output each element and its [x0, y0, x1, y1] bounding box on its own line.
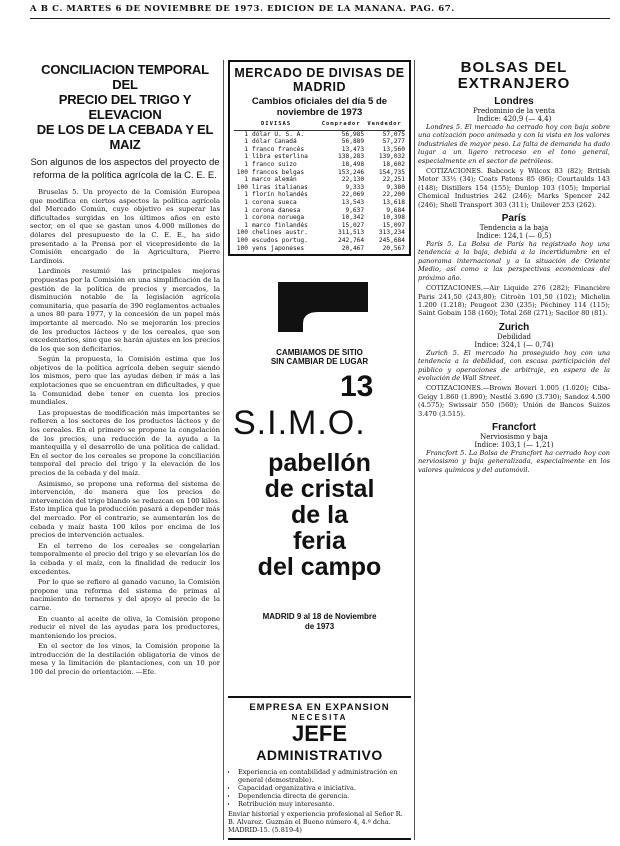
paragraph: Francfort 5. La Bolsa de Francfort ha cerrado hoy con nerviosismo y baja generalizada, especialmente en los valores químicos y del automóvil. — [418, 448, 610, 474]
table-cell: 57,075 — [382, 130, 405, 138]
table-cell: 20,467 — [341, 244, 365, 252]
paragraph: Asimismo, se propone una reforma del sistema de intervención, de manera que los precios de intervención del trigo blando se reduzcan en 100 kilos. Esto implica que la producción pasará a depender más del mercado. Por el contrario, se aumentarán los de cebada y maíz hasta 100 kilos por encima de los precios de intervención actuales. — [30, 479, 220, 540]
table-row — [234, 153, 405, 161]
table-cell: 18,602 — [382, 160, 405, 168]
table-cell: 311,513 — [338, 229, 365, 237]
table-row — [234, 207, 405, 215]
table-cell: 9,380 — [386, 183, 405, 191]
table-cell: 1 — [244, 206, 248, 214]
table-row — [234, 161, 405, 169]
table-cell: 9,637 — [345, 206, 365, 214]
table-cell: dólar U. S. A. — [251, 130, 305, 138]
market-section — [418, 213, 610, 318]
table-cell: franco francés — [251, 145, 305, 153]
paragraph: Por lo que se refiere al ganado vacuno, la Comisión propone una reforma del sistema de primas al nacimiento de terneros y del apoyo al precio de la carne. — [30, 578, 220, 612]
table-cell: francos belgas — [251, 168, 305, 176]
table-cell: marco finlandés — [251, 221, 308, 229]
table-cell: 1 — [244, 198, 248, 206]
table-cell: 100 — [236, 229, 248, 237]
simo-logo-icon — [258, 272, 383, 352]
table-cell: 22,069 — [341, 191, 365, 199]
col-header: Comprador — [318, 120, 364, 130]
paragraph: Las propuestas de modificación más importantes se refieren a los sectores de los productos lácteos y de los cereales. En el primero se propone la congelación de los precios, una reducción de la ayuda a la mantequilla y el desarrollo de una política de calidad. En el sector de los cereales se propone la conciliación temporal del precio del trigo y la elevación de los precios de la cebada y del maíz. — [30, 408, 220, 477]
simo-ad — [228, 264, 411, 835]
table-cell: corona sueca — [251, 198, 297, 206]
table-cell: 1 — [244, 130, 248, 138]
table-cell: 153,246 — [338, 168, 365, 176]
job-needs: NECESITA — [291, 713, 348, 723]
table-row — [234, 229, 405, 237]
market-index: Indice: 124,1 (— 0,5) — [476, 232, 552, 241]
simo-brand: S.I.M.O. — [233, 404, 366, 443]
market-section — [418, 322, 610, 418]
paragraph: COTIZACIONES.—Air Liquide 276 (282); Financière Paris 241,50 (243,80); Citroën 101,50 (102); Michelin 1.200 (1.218); Peugeot 230 (235); Péchiney 114 (115); Saint Gobain 158 (160); Total 268 (271); Sacilor 80 (81). — [418, 284, 610, 318]
paragraph: Lardinois resumió las principales mejoras propuestas por la Comisión en una simplificación de la gestión de la política de precios y mercados, la disminución notable de la legislación agrícola comunitaria, que pasaría de 390 reglamentos actuales a unos 80 para 1977, y la concesión de un papel más importante al mercado. No se mejorarán los precios de los productos lácteos y de los cereales, que son excedentarios, sino que se harán ajustes en los precios de los que son deficitarios. — [30, 267, 220, 353]
table-cell: 138,283 — [338, 153, 365, 161]
list-item: • Retribución muy interesante. — [238, 800, 411, 808]
table-cell: chelines austr. — [251, 229, 308, 237]
market-trend: Nerviosismo y baja — [480, 432, 548, 441]
paragraph: Londres 5. El mercado ha cerrado hoy con baja sobre una cotización poco animada y con la vista en los valores industriales de mayor peso. La falta de demanda ha dado lugar a un ligero retroceso en el tono general, especialmente en el sector de petróleos. — [418, 123, 610, 165]
table-row — [234, 130, 405, 138]
table-cell: 20,567 — [382, 244, 405, 252]
table-cell: yens japoneses — [251, 244, 305, 252]
table-cell: franco suizo — [251, 160, 297, 168]
paragraph: En el terreno de los cereales se congelarían temporalmente el precio del trigo y se elevarían los de la cebada y el maíz, con la finalidad de reducir los excedentes. — [30, 541, 220, 576]
table-cell: 1 — [244, 153, 248, 161]
market-trend: Tendencia a la baja — [479, 224, 549, 233]
center-column — [228, 60, 411, 842]
table-cell: 22,130 — [341, 176, 365, 184]
article-subhead: Son algunos de los aspectos del proyecto de reforma de la política agrícola de la C. E. E. — [30, 157, 220, 181]
column-divider — [414, 60, 415, 840]
paragraph: En el sector de los vinos, la Comisión propone la introducción de la destilación obligatoria de vinos de mesa y la limitación de plantaciones, con un 10 por 100 del precio de orientación. —Efe. — [30, 642, 220, 677]
table-cell: libra esterlina — [251, 153, 308, 161]
paragraph: Bruselas 5. Un proyecto de la Comisión Europea que modifica en ciertos aspectos la política agrícola del Mercado Común, cuyo objetivo es superar las dificultades surgidas en los últimos años en este sector, en el que se gastan unos 4.000 millones de dólares del presupuesto de la C. E. E., ha sido presentado a la Prensa por el vicepresidente de la Comisión encargado de la Agricultura, Pierre Lardinois. — [30, 188, 220, 265]
table-row — [234, 176, 405, 184]
table-row — [234, 199, 405, 207]
table-cell: marco alemán — [251, 176, 297, 184]
simo-slogan: CAMBIAMOS DE SITIO SIN CAMBIAR DE LUGAR — [270, 348, 369, 367]
job-ad — [228, 696, 411, 840]
currency-table — [234, 120, 405, 252]
table-cell: 1 — [244, 176, 248, 184]
table-cell: 13,473 — [341, 145, 365, 153]
table-cell: 56,985 — [341, 130, 365, 138]
table-row — [234, 146, 405, 154]
table-cell: 139,032 — [378, 153, 405, 161]
table-cell: corona noruega — [251, 214, 305, 222]
table-cell: dólar Canadá — [251, 138, 297, 146]
table-cell: 154,735 — [378, 168, 405, 176]
market-city: Londres — [494, 96, 534, 107]
col-header: Vendedor — [364, 120, 405, 130]
table-cell: 22,251 — [382, 176, 405, 184]
market-city: Francfort — [492, 421, 536, 433]
simo-number: 13 — [340, 370, 374, 404]
table-cell: 245,684 — [378, 236, 405, 244]
job-company: EMPRESA EN EXPANSION — [249, 702, 390, 714]
table-cell: 1 — [244, 221, 248, 229]
table-cell: liras italianas — [251, 183, 308, 191]
table-row — [234, 138, 405, 146]
article-headline: CONCILIACION TEMPORAL DEL PRECIO DEL TRIGO Y ELEVACION DE LOS DE LA CEBADA Y EL MAIZ — [36, 62, 214, 152]
paragraph: París 5. La Bolsa de París ha registrado hoy una tendencia a la baja, debida a la incertidumbre en el panorama internacional y a la situación de Oriente Medio, así como a las perspectivas económicas del próximo año. — [418, 240, 610, 282]
table-cell: 9,333 — [345, 183, 365, 191]
table-row — [234, 245, 405, 253]
table-cell: 1 — [244, 191, 248, 199]
table-cell: 13,560 — [382, 145, 405, 153]
job-role: ADMINISTRATIVO — [256, 747, 383, 764]
table-cell: 57,277 — [382, 138, 405, 146]
table-cell: 100 — [236, 183, 248, 191]
market-city: París — [501, 213, 527, 225]
col-header: DIVISAS — [234, 120, 318, 130]
currency-title: MERCADO DE DIVISAS DE MADRID — [234, 66, 405, 94]
table-cell: 15,097 — [382, 221, 405, 229]
table-cell: 313,234 — [378, 229, 405, 237]
markets-title: BOLSAS DEL EXTRANJERO — [457, 60, 571, 92]
list-item: • Experiencia en contabilidad y administración en general (demostrable). — [238, 768, 411, 784]
table-row — [234, 214, 405, 222]
table-row — [234, 222, 405, 230]
table-cell: 10,398 — [382, 214, 405, 222]
simo-headline: pabellón de cristal de la feria del campo — [257, 449, 382, 582]
table-cell: 100 — [236, 236, 248, 244]
paragraph: COTIZACIONES. Babcock y Wilcox 83 (82); British Motor 33½ (34); Coats Patons 85 (86); Courtaulds 143 (148); Distillers 154 (155); Dunlop 103 (105); Imperial Chemical Industries 242 (246); Marks Spencer 242 (246); Shell Transport 303 (311); Unilever 253 (262). — [418, 167, 610, 209]
paragraph: Zurich 5. El mercado ha proseguido hoy con una tendencia a la debilidad, con escasa participación del público y operaciones de arbitraje, en espera de la evolución de Wall Street. — [418, 348, 610, 382]
table-cell: 1 — [244, 138, 248, 146]
table-cell: 22,200 — [382, 191, 405, 199]
market-index: Indice: 324,1 (— 0,74) — [474, 340, 554, 349]
table-cell: 56,889 — [341, 138, 365, 146]
job-requirements — [238, 768, 411, 808]
market-index: Indice: 103,1 (— 1,21) — [474, 440, 554, 449]
table-cell: 15,027 — [341, 221, 365, 229]
table-cell: florín holandés — [251, 191, 308, 199]
market-section — [418, 422, 610, 474]
table-cell: 1 — [244, 214, 248, 222]
table-cell: 100 — [236, 244, 248, 252]
currency-header-row — [234, 120, 405, 130]
header-rule — [30, 18, 610, 19]
table-cell: 242,764 — [338, 236, 365, 244]
foreign-markets-column — [418, 60, 610, 842]
market-section — [418, 96, 610, 209]
table-cell: corona danesa — [251, 206, 301, 214]
table-cell: 9,684 — [386, 206, 405, 214]
paragraph: Según la propuesta, la Comisión estima que los objetivos de la política agrícola deben seguir siendo los mismos, pero que las ayudas deben ir más a las explotaciones que se encuentran en dificultades, y que la Comunidad debe tener en cuenta los precios mundiales. — [30, 355, 220, 407]
table-row — [234, 191, 405, 199]
paragraph: En cuanto al aceite de oliva, la Comisión propone reducir el nivel de las ayudas para los productores, manteniendo los precios. — [30, 614, 220, 640]
table-cell: 100 — [236, 168, 248, 176]
page-header: A B C. MARTES 6 DE NOVIEMBRE DE 1973. EDICION DE LA MAÑANA. PAG. 67. — [30, 4, 455, 14]
article-left — [30, 62, 220, 842]
job-contact: Enviar historial y experiencia profesional al Señor R. B. Alvarez. Guzmán el Bueno número 4, 4.º dcha. MADRID-15. (5.819-4) — [228, 810, 403, 835]
table-cell: 1 — [244, 160, 248, 168]
table-cell: escudos portug. — [251, 236, 308, 244]
list-item: • Capacidad organizativa e iniciativa. — [238, 784, 411, 792]
market-city: Zurich — [498, 321, 530, 333]
table-cell: 13,543 — [341, 198, 365, 206]
list-item: • Dependencia directa de gerencia. — [238, 792, 411, 800]
currency-box — [228, 60, 411, 256]
currency-subtitle: Cambios oficiales del día 5 de noviembre de 1973 — [251, 96, 388, 118]
simo-dates: MADRID 9 al 18 de Noviembre de 1973 — [262, 612, 377, 632]
market-index: Indice: 420,9 (— 4,4) — [476, 115, 552, 123]
table-cell: 1 — [244, 145, 248, 153]
table-cell: 13,618 — [382, 198, 405, 206]
job-title: JEFE — [291, 721, 348, 747]
table-cell: 18,498 — [341, 160, 365, 168]
table-cell: 10,342 — [341, 214, 365, 222]
table-row — [234, 237, 405, 245]
paragraph: COTIZACIONES.—Brown Boveri 1.005 (1.020); Ciba-Geigy 1.860 (1.890); Nestlé 3.690 (3.730); Sandoz 4.500 (4.575); Swissair 550 (560); Unión de Bancos Suizos 3.470 (3.515). — [418, 384, 610, 418]
market-trend: Debilidad — [496, 332, 532, 341]
column-divider — [223, 60, 224, 840]
market-trend: Predominio de la venta — [472, 107, 556, 115]
